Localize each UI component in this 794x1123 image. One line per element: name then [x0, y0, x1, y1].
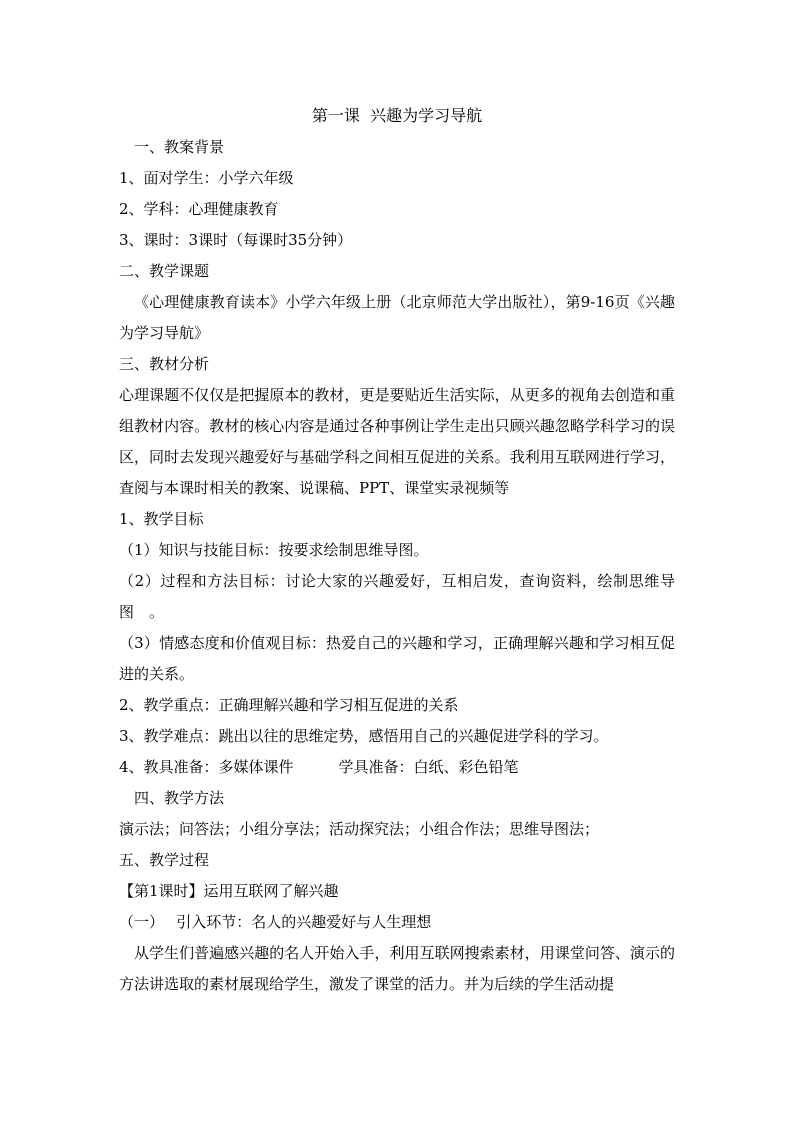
goal-process: （2）过程和方法目标：讨论大家的兴趣爱好，互相启发，查询资料，绘制思维导图 。	[119, 572, 675, 621]
lesson-title: 第一课 兴趣为学习导航	[311, 106, 483, 125]
preparation: 4、教具准备：多媒体课件 学具准备：白纸、彩色铅笔	[119, 758, 519, 776]
goal-attitude: （3）情感态度和价值观目标：热爱自己的兴趣和学习，正确理解兴趣和学习相互促进的关系。	[119, 634, 675, 683]
section-heading-analysis: 三、教材分析	[119, 355, 210, 373]
background-item-subject: 2、学科：心理健康教育	[119, 200, 279, 218]
step1-heading: （一） 引入环节：名人的兴趣爱好与人生理想	[119, 913, 432, 931]
methods-text: 演示法；问答法；小组分享法；活动探究法；小组合作法；思维导图法；	[119, 820, 600, 838]
analysis-text: 心理课题不仅仅是把握原本的教材，更是要贴近生活实际，从更多的视角去创造和重组教材内容。教材的核心内容是通过各种事例让学生走出只顾兴趣忽略学科学习的误区，同时去发现兴趣爱好与基础学科之间相互促进的关系。我利用互联网进行学习，查阅与本课时相关的教案、说课稿、PPT、课堂实录视频等	[119, 386, 675, 497]
document-page	[119, 100, 675, 1000]
goals-heading: 1、教学目标	[119, 510, 204, 528]
lesson1-heading: 【第1课时】运用互联网了解兴趣	[119, 882, 339, 900]
section-heading-methods: 四、教学方法	[134, 789, 225, 807]
section-heading-background: 一、教案背景	[134, 138, 225, 156]
step1-text: 从学生们普遍感兴趣的名人开始入手，利用互联网搜索素材，用课堂问答、演示的方法讲选取的素材展现给学生，激发了课堂的活力。并为后续的学生活动提	[119, 944, 675, 993]
background-item-students: 1、面对学生：小学六年级	[119, 169, 294, 187]
key-point: 2、教学重点：正确理解兴趣和学习相互促进的关系	[119, 696, 459, 714]
difficulty: 3、教学难点：跳出以往的思维定势，感悟用自己的兴趣促进学科的学习。	[119, 727, 609, 745]
goal-knowledge: （1）知识与技能目标：按要求绘制思维导图。	[119, 541, 429, 559]
section-heading-process: 五、教学过程	[119, 851, 210, 869]
topic-text: 《心理健康教育读本》小学六年级上册（北京师范大学出版社），第9-16页《兴趣为学习导航》	[119, 293, 675, 342]
section-heading-topic: 二、教学课题	[119, 262, 210, 280]
background-item-periods: 3、课时：3课时（每课时35分钟）	[119, 231, 353, 249]
